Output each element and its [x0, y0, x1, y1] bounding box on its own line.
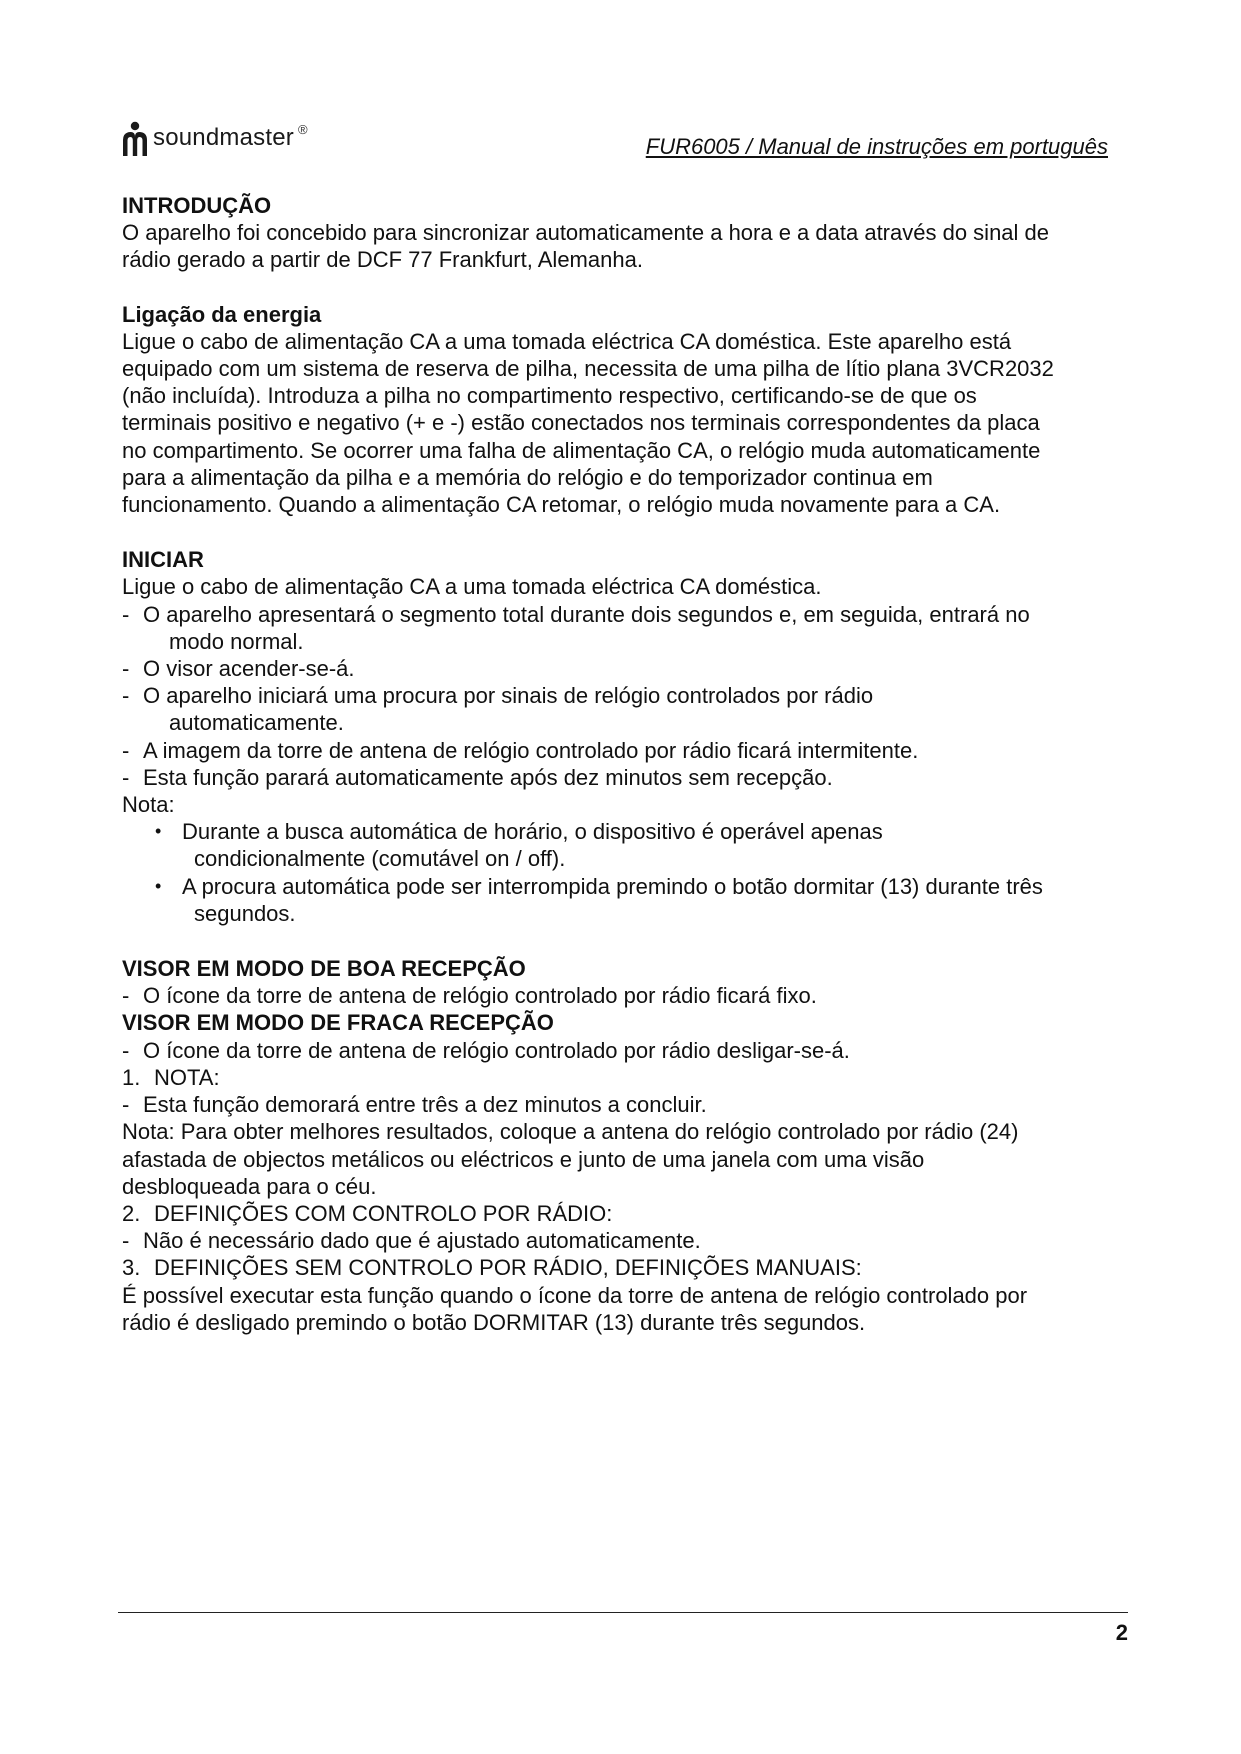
numbered-item [122, 1200, 1122, 1227]
dash-marker: - [122, 764, 130, 790]
list-item [122, 1227, 1122, 1254]
numbered-item-label: DEFINIÇÕES COM CONTROLO POR RÁDIO: [154, 1200, 613, 1226]
list-item-text: Esta função demorará entre três a dez minutos a concluir. [143, 1092, 707, 1118]
registered-mark: ® [297, 121, 308, 137]
soundmaster-logo-icon [120, 118, 150, 158]
list-item-text: O aparelho apresentará o segmento total durante dois segundos e, em seguida, entrará no [143, 601, 1030, 627]
bullet-continuation: condicionalmente (comutável on / off). [194, 846, 566, 872]
numbered-item-label: DEFINIÇÕES SEM CONTROLO POR RÁDIO, DEFINIÇÕES MANUAIS: [154, 1255, 862, 1281]
number-marker: 1. [122, 1064, 141, 1090]
list-item-text: Esta função parará automaticamente após dez minutos sem recepção. [143, 764, 833, 790]
power-line: para a alimentação da pilha e a memória do relógio e do temporizador continua em [122, 464, 933, 490]
power-line: Ligue o cabo de alimentação CA a uma tomada eléctrica CA doméstica. Este aparelho está [122, 328, 1012, 354]
list-item [122, 982, 1122, 1009]
power-line: no compartimento. Se ocorrer uma falha de alimentação CA, o relógio muda automaticamente [122, 437, 1041, 463]
numbered-item-label: NOTA: [154, 1064, 220, 1090]
final-line: É possível executar esta função quando o ícone da torre de antena de relógio controlado por [122, 1282, 1028, 1308]
power-line: terminais positivo e negativo (+ e -) estão conectados nos terminais correspondentes da placa [122, 410, 1040, 436]
dash-marker: - [122, 601, 130, 627]
list-item [122, 601, 1122, 655]
note-line: Nota: Para obter melhores resultados, coloque a antena do relógio controlado por rádio (24) [122, 1119, 1019, 1145]
bullet-text: A procura automática pode ser interrompida premindo o botão dormitar (13) durante três [182, 873, 1043, 899]
list-item [122, 737, 1122, 764]
list-item-text: O aparelho iniciará uma procura por sinais de relógio controlados por rádio [143, 683, 874, 709]
bullet-item [122, 818, 1122, 872]
list-item-text: O visor acender-se-á. [143, 656, 355, 682]
list-item-text: O ícone da torre de antena de relógio controlado por rádio desligar-se-á. [143, 1037, 850, 1063]
dash-marker: - [122, 1037, 130, 1063]
list-item-continuation: automaticamente. [169, 710, 344, 736]
bullet-continuation: segundos. [194, 900, 296, 926]
note-label: Nota: [122, 792, 175, 818]
list-item-text: O ícone da torre de antena de relógio controlado por rádio ficará fixo. [143, 983, 817, 1009]
final-line: rádio é desligado premindo o botão DORMITAR (13) durante três segundos. [122, 1309, 866, 1335]
numbered-item [122, 1254, 1122, 1281]
intro-line: O aparelho foi concebido para sincronizar automaticamente a hora e a data através do sinal de [122, 220, 1050, 246]
bullet-marker: • [155, 875, 162, 896]
page-number: 2 [1115, 1620, 1128, 1645]
list-item [122, 1091, 1122, 1118]
document-title: FUR6005 / Manual de instruções em português [645, 134, 1108, 159]
heading-introducao: INTRODUÇÃO [122, 193, 272, 218]
list-item-text: A imagem da torre de antena de relógio controlado por rádio ficará intermitente. [143, 737, 919, 763]
list-item [122, 1037, 1122, 1064]
page-content [122, 192, 1122, 1336]
heading-iniciar: INICIAR [122, 547, 204, 573]
list-item-text: Não é necessário dado que é ajustado automaticamente. [143, 1228, 701, 1254]
footer-divider [118, 1612, 1128, 1613]
start-intro: Ligue o cabo de alimentação CA a uma tomada eléctrica CA doméstica. [122, 574, 822, 600]
brand-logo [120, 118, 308, 158]
brand-name: soundmaster [153, 124, 294, 151]
list-item-continuation: modo normal. [169, 628, 304, 654]
list-item [122, 655, 1122, 682]
dash-marker: - [122, 983, 130, 1009]
power-line: funcionamento. Quando a alimentação CA retomar, o relógio muda novamente para a CA. [122, 492, 1001, 518]
dash-marker: - [122, 1228, 130, 1254]
heading-ligacao-energia: Ligação da energia [122, 301, 322, 327]
dash-marker: - [122, 683, 130, 709]
dash-marker: - [122, 737, 130, 763]
intro-line: rádio gerado a partir de DCF 77 Frankfurt, Alemanha. [122, 247, 643, 273]
dash-marker: - [122, 1092, 130, 1118]
list-item [122, 682, 1122, 736]
number-marker: 2. [122, 1200, 141, 1226]
dash-marker: - [122, 656, 130, 682]
bullet-marker: • [155, 821, 162, 842]
power-line: equipado com um sistema de reserva de pilha, necessita de uma pilha de lítio plana 3VCR2032 [122, 356, 1054, 382]
number-marker: 3. [122, 1255, 141, 1281]
heading-fraca-recepcao: VISOR EM MODO DE FRACA RECEPÇÃO [122, 1010, 554, 1036]
numbered-item [122, 1064, 1122, 1091]
note-line: desbloqueada para o céu. [122, 1173, 377, 1199]
bullet-item [122, 873, 1122, 927]
list-item [122, 764, 1122, 791]
power-line: (não incluída). Introduza a pilha no compartimento respectivo, certificando-se de que os [122, 383, 977, 409]
bullet-text: Durante a busca automática de horário, o dispositivo é operável apenas [182, 819, 883, 845]
note-line: afastada de objectos metálicos ou eléctricos e junto de uma janela com uma visão [122, 1146, 925, 1172]
heading-boa-recepcao: VISOR EM MODO DE BOA RECEPÇÃO [122, 956, 526, 982]
